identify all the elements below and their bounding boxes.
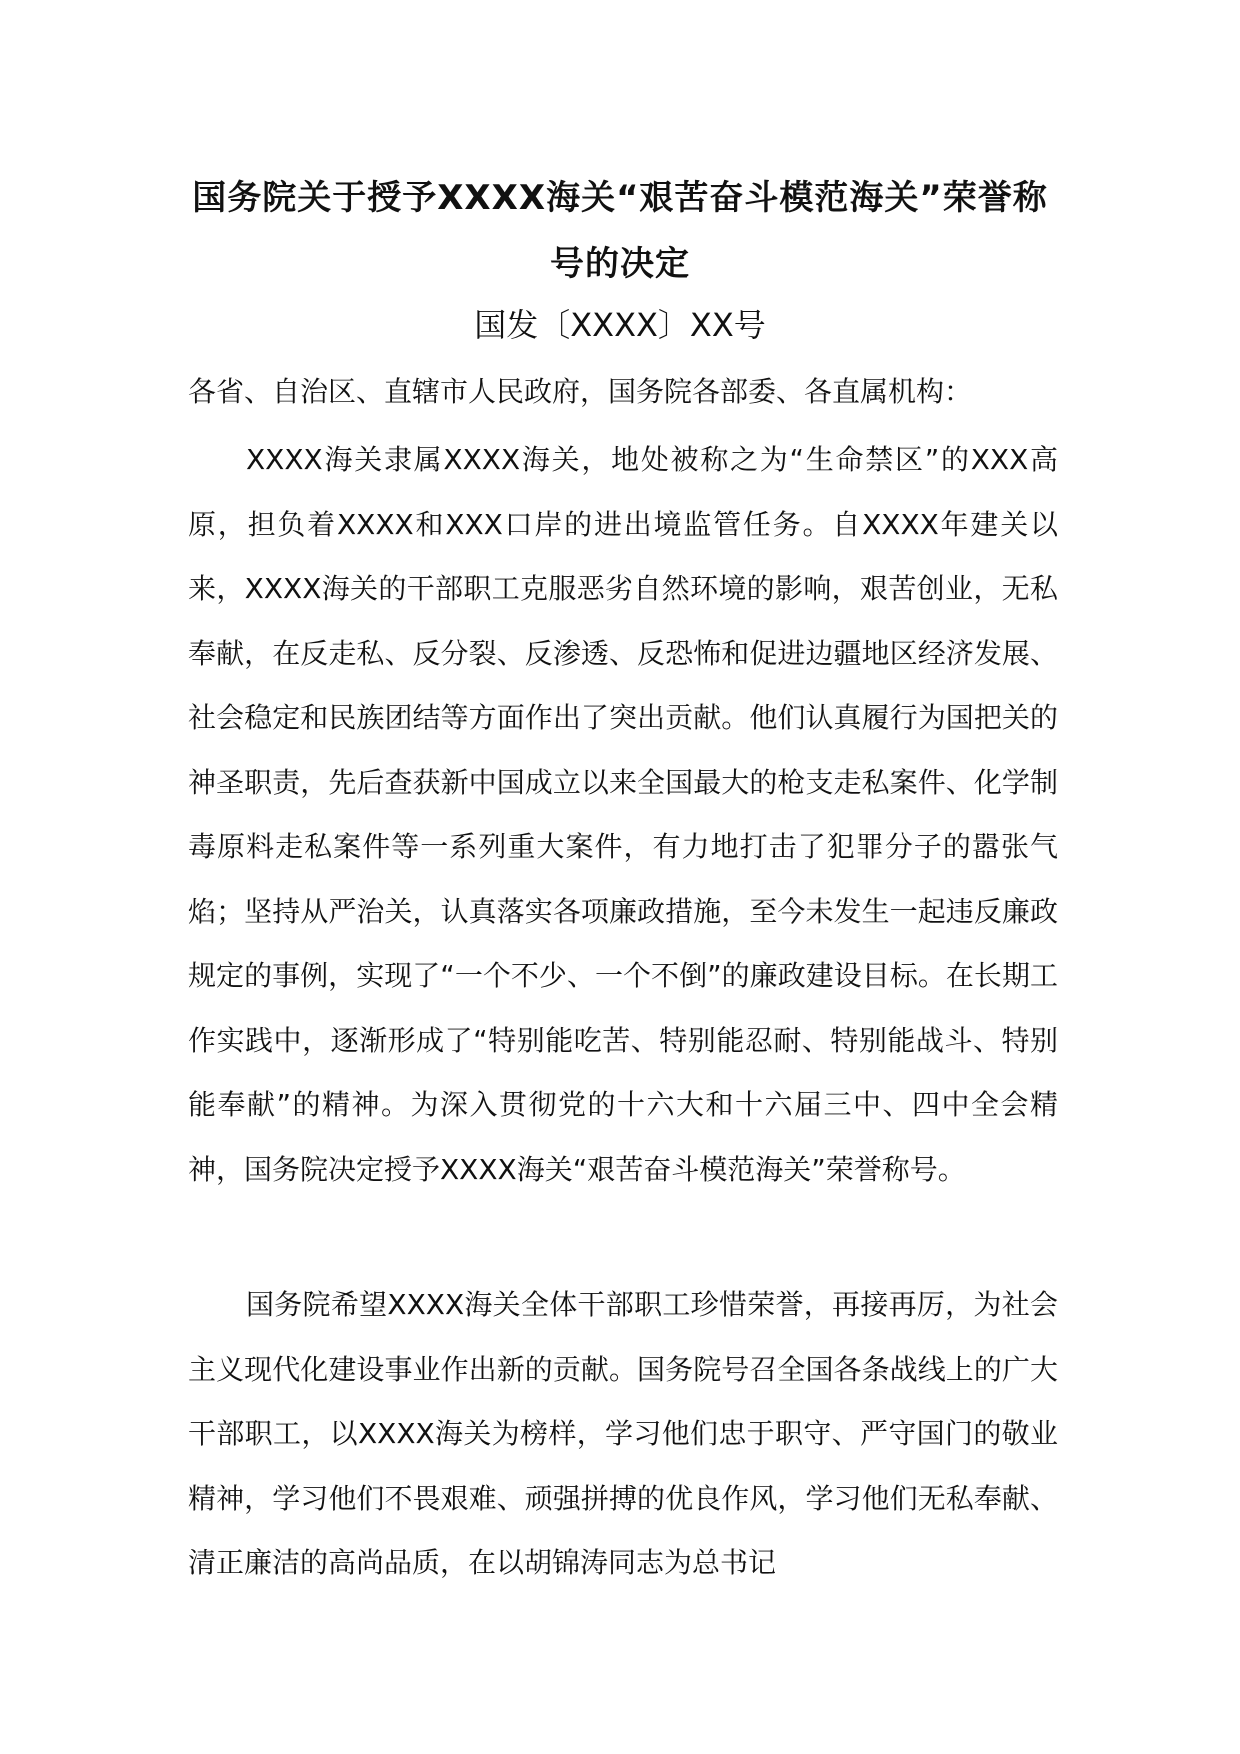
body-paragraph-1: XXXX海关隶属XXXX海关，地处被称之为“生命禁区”的XXX高原，担负着XXXX和XXX口岸的进出境监管任务。自XXXX年建关以来，XXXX海关的干部职工克服恶劣自然环境的影响，艰苦创业，无私奉献，在反走私、反分裂、反渗透、反恐怖和促进边疆地区经济发展、社会稳定和民族团结等方面作出了突出贡献。他们认真履行为国把关的神圣职责，先后查获新中国成立以来全国最大的枪支走私案件、化学制毒原料走私案件等一系列重大案件，有力地打击了犯罪分子的嚣张气焰；坚持从严治关，认真落实各项廉政措施，至今未发生一起违反廉政规定的事例，实现了“一个不少、一个不倒”的廉政建设目标。在长期工作实践中，逐渐形成了“特别能吃苦、特别能忍耐、特别能战斗、特别能奉献”的精神。为深入贯彻党的十六大和十六届三中、四中全会精神，国务院决定授予XXXX海关“艰苦奋斗模范海关”荣誉称号。 [188, 443, 1058, 1186]
body-paragraph-2: 国务院希望XXXX海关全体干部职工珍惜荣誉，再接再厉，为社会主义现代化建设事业作出新的贡献。国务院号召全国各条战线上的广大干部职工，以XXXX海关为榜样，学习他们忠于职守、严守国门的敬业精神，学习他们不畏艰难、顽强拼搏的优良作风，学习他们无私奉献、清正廉洁的高尚品质，在以胡锦涛同志为总书记 [188, 1288, 1058, 1579]
document-number: 国发〔XXXX〕XX号 [474, 306, 766, 344]
addressee-line: 各省、自治区、直辖市人民政府，国务院各部委、各直属机构： [188, 375, 973, 408]
document-title: 国务院关于授予XXXX海关“艰苦奋斗模范海关”荣誉称号的决定 [192, 178, 1048, 284]
